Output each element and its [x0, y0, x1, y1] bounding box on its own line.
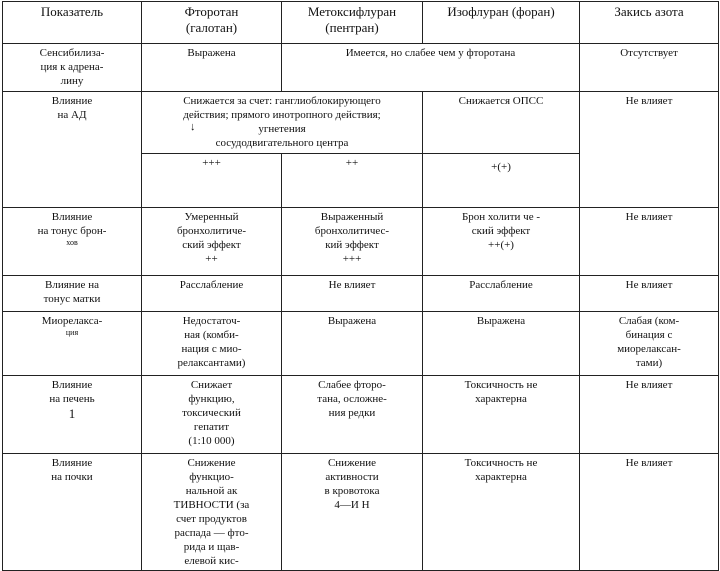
bp-merged	[142, 92, 423, 154]
muscle-nitrous: Слабая (ком- бинация с миорелаксан- тами)	[580, 312, 719, 376]
liver-label-mark: 1	[68, 406, 76, 421]
row-sensitization	[3, 44, 719, 92]
bronch-ftorotan: Умеренный бронхолитиче- ский эффект ++	[142, 208, 282, 276]
row-blood-pressure	[3, 92, 719, 154]
liver-metoxy: Слабее фторо- тана, осложне- ния редки	[282, 376, 423, 454]
kidney-nitrous: Не влияет	[580, 454, 719, 571]
bp-isoflurane: Снижается ОПСС	[423, 92, 580, 154]
muscle-metoxy: Выражена	[282, 312, 423, 376]
header-metoxyflurane: Метоксифлуран (пентран)	[282, 2, 423, 44]
muscle-label: Миорелакса- ция	[3, 312, 142, 376]
bp-merged-text: Снижается за счет: ганглиоблокирующего действия; прямого инотропного действия; угнетения сосудодвигательного центра	[183, 95, 381, 149]
kidney-metoxy: Снижение активности в кровотока 4—И Н	[282, 454, 423, 571]
uterus-metoxy: Не влияет	[282, 276, 423, 312]
bronch-label-small: хов	[66, 238, 78, 247]
uterus-ftorotan: Расслабление	[142, 276, 282, 312]
muscle-isoflurane: Выражена	[423, 312, 580, 376]
bp-nitrous: Не влияет	[580, 92, 719, 208]
sens-ftorotan: Выражена	[142, 44, 282, 92]
bp-sub-ftorotan: +++	[142, 154, 282, 208]
liver-isoflurane: Токсичность не характерна	[423, 376, 580, 454]
muscle-label-small: ция	[65, 328, 79, 337]
sens-merged: Имеется, но слабее чем у фторотана	[282, 44, 580, 92]
bp-sub-metoxy: ++	[282, 154, 423, 208]
liver-label: Влияние на печень 1	[3, 376, 142, 454]
bp-sub-isoflurane: +(+)	[423, 154, 580, 208]
uterus-isoflurane: Расслабление	[423, 276, 580, 312]
bronch-isoflurane: Брон холити че - ский эффект ++(+)	[423, 208, 580, 276]
row-muscle-relaxation	[3, 312, 719, 376]
liver-ftorotan: Снижает функцию, токсический гепатит (1:10 000)	[142, 376, 282, 454]
kidney-isoflurane: Токсичность не характерна	[423, 454, 580, 571]
kidney-ftorotan: Снижение функцио- нальной ак ТИВНОСТИ (за счет продуктов распада — фто- рида и щав- елевой кис-	[142, 454, 282, 571]
row-uterus	[3, 276, 719, 312]
comparison-table	[2, 1, 719, 571]
sens-nitrous: Отсутствует	[580, 44, 719, 92]
bronch-label: Влияние на тонус брон- хов	[3, 208, 142, 276]
bp-arrow-icon: ↓	[190, 121, 196, 133]
sens-label: Сенсибилиза- ция к адрена- лину	[3, 44, 142, 92]
uterus-label: Влияние на тонус матки	[3, 276, 142, 312]
bronch-metoxy: Выраженный бронхолитичес- кий эффект +++	[282, 208, 423, 276]
row-kidney	[3, 454, 719, 571]
bronch-nitrous: Не влияет	[580, 208, 719, 276]
header-nitrous-oxide: Закись азота	[580, 2, 719, 44]
kidney-label: Влияние на почки	[3, 454, 142, 571]
liver-nitrous: Не влияет	[580, 376, 719, 454]
bp-label: Влияние на АД	[3, 92, 142, 208]
uterus-nitrous: Не влияет	[580, 276, 719, 312]
header-ftorotan: Фторотан (галотан)	[142, 2, 282, 44]
header-row	[3, 2, 719, 44]
header-indicator: Показатель	[3, 2, 142, 44]
row-bronchi	[3, 208, 719, 276]
row-liver	[3, 376, 719, 454]
header-isoflurane: Изофлуран (форан)	[423, 2, 580, 44]
muscle-ftorotan: Недостаточ- ная (комби- нация с мио- релаксантами)	[142, 312, 282, 376]
